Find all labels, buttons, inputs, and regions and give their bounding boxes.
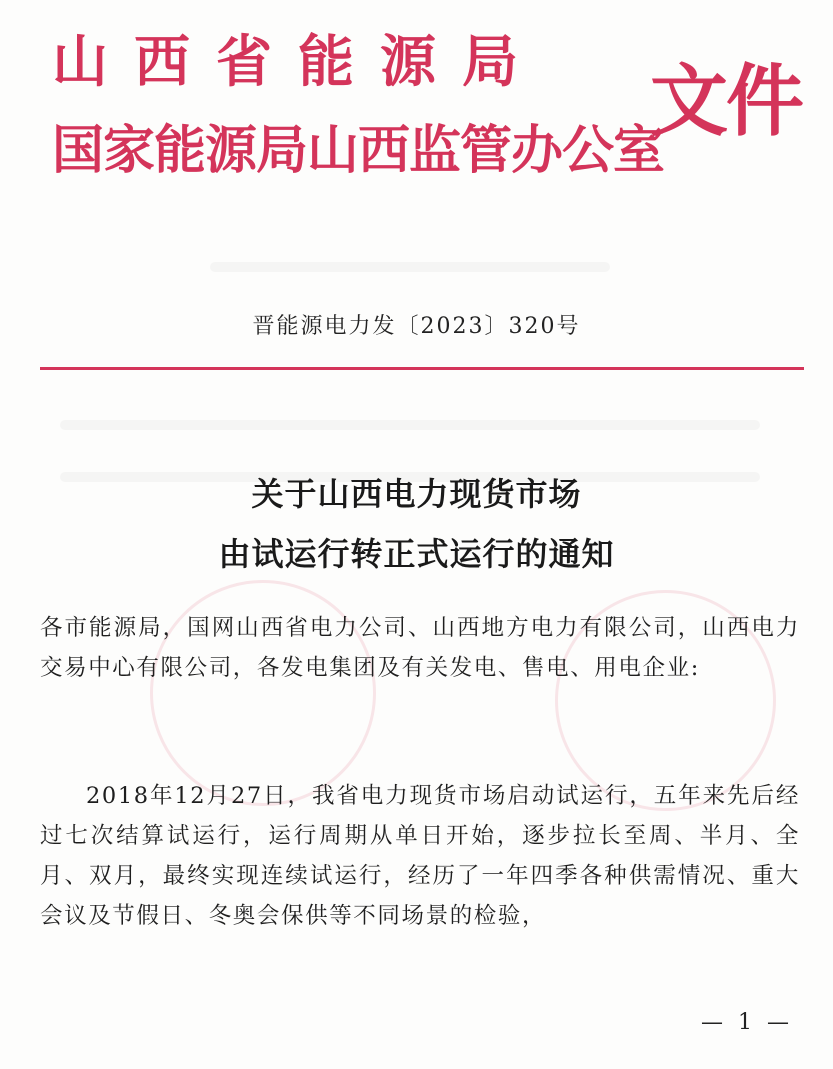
document-type-label: 文件 <box>650 57 803 147</box>
bleed-through-mark <box>60 420 760 430</box>
issuer-name-primary: 山西省能源局 <box>52 30 544 95</box>
addressee-paragraph: 各市能源局，国网山西省电力公司、山西地方电力有限公司，山西电力交易中心有限公司，各发电集团及有关发电、售电、用电企业: <box>40 615 800 681</box>
bleed-through-mark <box>210 262 610 272</box>
header-divider <box>40 367 804 370</box>
issuer-name-secondary: 国家能源局山西监管办公室 <box>52 121 665 181</box>
body-paragraph: 2018年12月27日，我省电力现货市场启动试运行，五年来先后经过七次结算试运行，运行周期从单日开始，逐步拉长至周、半月、全月、双月，最终实现连续试运行，经历了一年四季各种供需情况、重大会议及节假日、冬奥会保供等不同场景的检验， <box>40 783 800 929</box>
document-number: 晋能源电力发〔2023〕320号 <box>252 314 581 339</box>
page-number: — 1 — <box>701 1010 793 1035</box>
document-title-line-2: 由试运行转正式运行的通知 <box>218 535 615 573</box>
document-title-line-1: 关于山西电力现货市场 <box>251 475 582 513</box>
